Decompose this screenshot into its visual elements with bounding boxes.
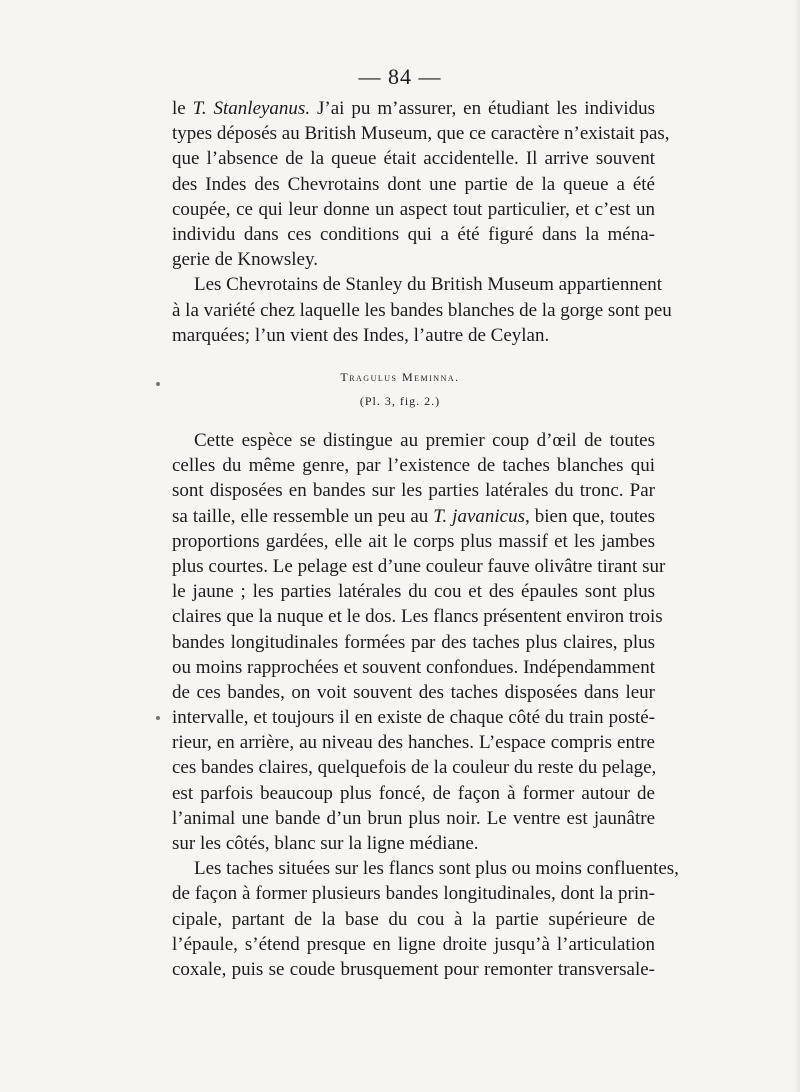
text-segment: J’ai pu m’assurer, en étudiant les individus — [310, 98, 655, 119]
text-line — [172, 121, 670, 146]
text-line — [172, 680, 655, 705]
text-line — [172, 323, 655, 348]
text-block-top — [172, 96, 672, 348]
text-segment: le jaune ; les parties latérales du cou et des épaules sont plus — [172, 581, 655, 603]
text-line — [172, 272, 663, 297]
text-line — [172, 504, 655, 529]
text-segment: cipale, partant de la base du cou à la partie supérieure de — [172, 908, 655, 930]
text-line — [172, 881, 655, 906]
text-line — [172, 197, 655, 222]
text-line — [172, 579, 655, 604]
text-segment: Les taches situées sur les flancs sont plus ou moins confluentes, — [194, 858, 679, 880]
text-line — [172, 428, 655, 453]
text-line — [172, 478, 655, 503]
text-line — [172, 957, 655, 982]
text-segment: sur les côtés, blanc sur la ligne médiane. — [172, 833, 479, 854]
paragraph — [172, 96, 670, 272]
text-segment: marquées; l’un vient des Indes, l’autre de Ceylan. — [172, 324, 550, 346]
text-segment: de façon à former plusieurs bandes longitudinales, dont la prin- — [172, 883, 655, 905]
plate-reference: (Pl. 3, fig. 2.) — [359, 394, 441, 408]
text-line — [172, 907, 655, 932]
text-line — [172, 172, 655, 197]
text-segment: sont disposées en bandes sur les parties latérales du tronc. Par — [172, 480, 655, 502]
text-line — [172, 604, 663, 629]
page-edge-shadow — [794, 0, 800, 1092]
text-line — [172, 146, 655, 171]
section-heading: Tragulus Meminna. — [340, 370, 460, 384]
text-segment: le — [172, 98, 193, 119]
text-segment: est parfois beaucoup plus foncé, de façon à former autour de — [172, 782, 655, 804]
text-line — [172, 831, 655, 856]
page-number: — 84 — — [358, 64, 442, 89]
text-segment: rieur, en arrière, au niveau des hanches. L’espace compris entre — [172, 732, 655, 754]
text-segment: claires que la nuque et le dos. Les flancs présentent environ trois — [172, 606, 663, 628]
text-line — [172, 247, 655, 272]
text-segment: intervalle, et toujours il en existe de chaque côté du train posté- — [172, 707, 655, 729]
text-line — [172, 96, 655, 121]
text-line — [172, 453, 655, 478]
paragraph — [172, 272, 672, 348]
text-segment: Cette espèce se distingue au premier coup d’œil de toutes — [194, 430, 655, 451]
text-line — [172, 554, 666, 579]
text-segment: types déposés au British Museum, que ce caractère n’existait pas, — [172, 123, 670, 145]
text-segment: sa taille, elle ressemble un peu au — [172, 505, 434, 527]
text-segment: à la variété chez laquelle les bandes blanches de la gorge sont peu — [172, 299, 672, 321]
text-segment: ou moins rapprochées et souvent confondues. Indépendamment — [172, 656, 655, 678]
text-line — [172, 655, 655, 680]
text-line — [172, 705, 655, 730]
text-segment: gerie de Knowsley. — [172, 249, 318, 271]
text-line — [172, 222, 655, 247]
text-line — [172, 781, 655, 806]
italic-species-name: T. javanicus, — [433, 505, 530, 527]
italic-species-name: T. Stanleyanus. — [192, 98, 311, 119]
text-segment: l’animal une bande d’un brun plus noir. Le ventre est jaunâtre — [172, 807, 655, 829]
margin-speck — [156, 382, 160, 386]
text-segment: bien que, toutes — [529, 505, 655, 527]
text-segment: plus courtes. Le pelage est d’une couleur fauve olivâtre tirant sur — [172, 555, 666, 577]
paragraph — [172, 428, 666, 856]
text-line — [172, 755, 655, 780]
text-line — [172, 730, 655, 755]
text-segment: coxale, puis se coude brusquement pour remonter transversale- — [172, 958, 655, 980]
text-line — [172, 932, 655, 957]
text-block-bottom — [172, 428, 679, 982]
margin-speck — [156, 716, 160, 720]
text-line — [172, 856, 679, 881]
text-line — [172, 529, 655, 554]
text-segment: Les Chevrotains de Stanley du British Museum appartiennent — [194, 274, 663, 296]
text-segment: coupée, ce qui leur donne un aspect tout particulier, et c’est un — [172, 198, 655, 220]
text-segment: individu dans ces conditions qui a été figuré dans la ména- — [172, 223, 655, 245]
text-segment: bandes longitudinales formées par des taches plus claires, plus — [172, 631, 655, 653]
text-line — [172, 298, 672, 323]
text-segment: ces bandes claires, quelquefois de la couleur du reste du pelage, — [172, 757, 657, 779]
paragraph — [172, 856, 679, 982]
text-segment: l’épaule, s’étend presque en ligne droite jusqu’à l’articulation — [172, 933, 655, 955]
text-segment: proportions gardées, elle ait le corps plus massif et les jambes — [172, 530, 655, 552]
text-segment: que l’absence de la queue était accidentelle. Il arrive souvent — [172, 148, 655, 170]
text-segment: de ces bandes, on voit souvent des taches disposées dans leur — [172, 681, 655, 703]
text-segment: des Indes des Chevrotains dont une partie de la queue a été — [172, 173, 655, 195]
text-line — [172, 630, 655, 655]
text-segment: celles du même genre, par l’existence de taches blanches qui — [172, 455, 655, 477]
text-line — [172, 806, 655, 831]
